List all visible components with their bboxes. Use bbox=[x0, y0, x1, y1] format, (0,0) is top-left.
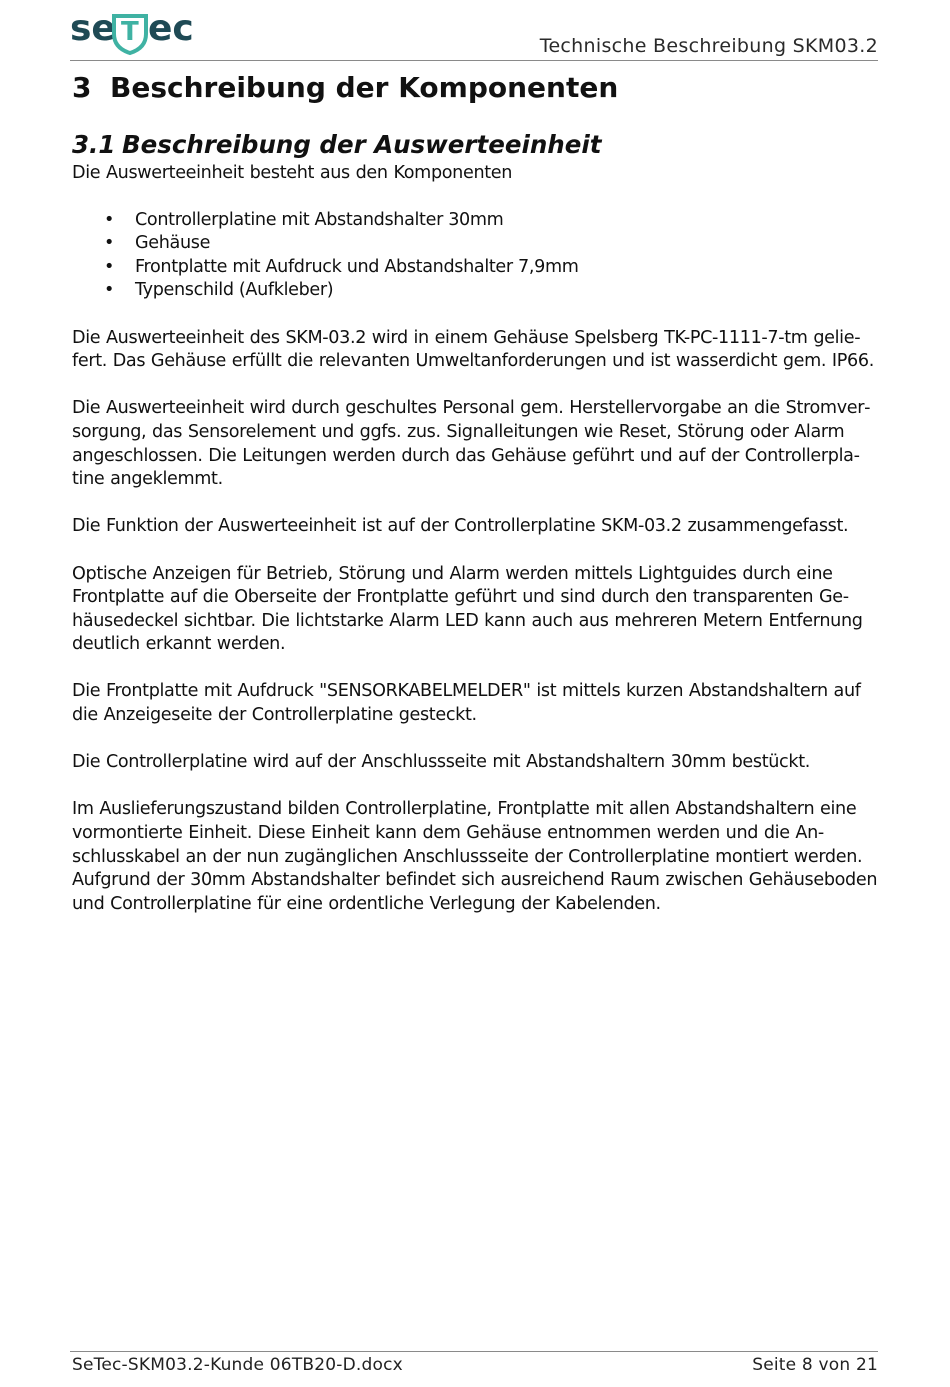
list-item: • Controllerplatine mit Abstandshalter 30mm bbox=[72, 209, 880, 233]
svg-text:se: se bbox=[70, 8, 116, 49]
subsection-title: Beschreibung der Auswerteeinheit bbox=[122, 130, 602, 159]
footer-filename: SeTec-SKM03.2-Kunde 06TB20-D.docx bbox=[72, 1355, 403, 1375]
component-list bbox=[72, 209, 880, 303]
list-item: • Typenschild (Aufkleber) bbox=[72, 279, 880, 303]
section-title: Beschreibung der Komponenten bbox=[110, 71, 619, 104]
paragraph-spacers: Die Controllerplatine wird auf der Anschlussseite mit Abstandshaltern 30mm bestückt. bbox=[72, 752, 811, 773]
footer-page-number: Seite 8 von 21 bbox=[752, 1355, 878, 1375]
bullet-icon: • bbox=[104, 209, 115, 230]
document-body bbox=[72, 68, 880, 940]
paragraph-indicators: Optische Anzeigen für Betrieb, Störung und Alarm werden mittels Lightguides durch eine Frontplatte auf die Oberseite der Frontplatte geführt und sind durch den transparenten Gehäusedeckel sichtbar. Die lichtstarke Alarm LED kann auch aus mehreren Metern Entfernung deutlich erkannt werden. bbox=[72, 563, 863, 655]
paragraph-installation: Die Auswerteeinheit wird durch geschultes Personal gem. Herstellervorgabe an die Stromversorgung, das Sensorelement und ggfs. zus. Signalleitungen wie Reset, Störung oder Alarm angeschlossen. Die Leitungen werden durch das Gehäuse geführt und auf der Controllerplatine angeklemmt. bbox=[72, 398, 871, 490]
svg-text:T: T bbox=[121, 17, 139, 47]
paragraph-housing: Die Auswerteeinheit des SKM-03.2 wird in einem Gehäuse Spelsberg TK-PC-1111-7-tm geliefert. Das Gehäuse erfüllt die relevanten Umweltanforderungen und ist wasserdicht gem. IP66. bbox=[72, 327, 874, 372]
paragraph-delivery: Im Auslieferungszustand bilden Controllerplatine, Frontplatte mit allen Abstandshaltern eine vormontierte Einheit. Diese Einheit kann dem Gehäuse entnommen werden und die Anschlusskabel an der nun zugänglichen Anschlussseite der Controllerplatine montiert werden. Aufgrund der 30mm Abstandshalter befindet sich ausreichend Raum zwischen Gehäuseboden und Controllerplatine für eine ordentliche Verlegung der Kabelenden. bbox=[72, 799, 878, 914]
paragraph-function: Die Funktion der Auswerteeinheit ist auf der Controllerplatine SKM-03.2 zusammengefasst. bbox=[72, 516, 849, 537]
bullet-icon: • bbox=[104, 280, 115, 301]
footer-divider bbox=[70, 1351, 878, 1352]
header-divider bbox=[70, 60, 878, 61]
paragraph-frontplate: Die Frontplatte mit Aufdruck "SENSORKABELMELDER" ist mittels kurzen Abstandshaltern auf die Anzeigeseite der Controllerplatine gesteckt. bbox=[72, 681, 861, 726]
bullet-icon: • bbox=[104, 256, 115, 277]
svg-text:ec: ec bbox=[148, 8, 194, 49]
section-heading bbox=[72, 68, 880, 108]
header-title: Technische Beschreibung SKM03.2 bbox=[539, 35, 878, 57]
intro-paragraph: Die Auswerteeinheit besteht aus den Komponenten bbox=[72, 163, 513, 183]
list-item: • Gehäuse bbox=[72, 232, 880, 256]
setec-logo bbox=[70, 6, 205, 56]
subsection-heading bbox=[72, 128, 880, 162]
subsection-number: 3.1 bbox=[72, 130, 116, 159]
list-item: • Frontplatte mit Aufdruck und Abstandshalter 7,9mm bbox=[72, 256, 880, 280]
bullet-icon: • bbox=[104, 233, 115, 254]
section-number: 3 bbox=[72, 71, 92, 104]
